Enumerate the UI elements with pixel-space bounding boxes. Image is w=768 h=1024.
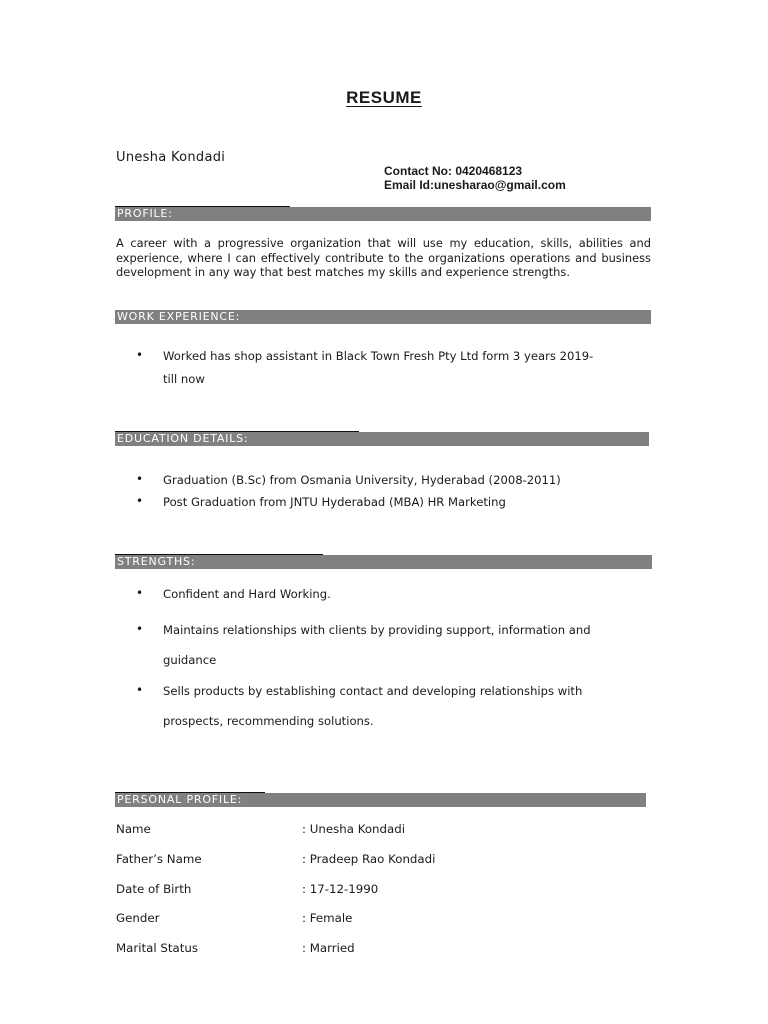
contact-block [384, 164, 566, 192]
bullet-icon: • [136, 586, 144, 600]
personal-value-name: : Unesha Kondadi [302, 822, 406, 836]
section-title-strengths: STRENGTHS: [117, 555, 196, 568]
section-title-education: EDUCATION DETAILS: [117, 432, 249, 445]
bullet-icon: • [136, 683, 144, 697]
section-header-profile [115, 207, 651, 221]
list-item-continuation: till now [163, 372, 205, 386]
section-header-personal-profile [115, 793, 646, 807]
section-header-strengths [115, 555, 652, 569]
personal-value-father-name: : Pradeep Rao Kondadi [302, 852, 436, 866]
personal-value-dob: : 17-12-1990 [302, 882, 379, 896]
profile-summary: A career with a progressive organization that will use my education, skills, abilities and experience, where I can effectively contribute to the organizations operations and business development in any way that best matches my skills and experience strengths. [116, 236, 651, 280]
personal-label-marital-status: Marital Status [116, 941, 199, 955]
list-item: • Sells products by establishing contact and developing relationships with [136, 683, 583, 698]
list-item-continuation: prospects, recommending solutions. [163, 714, 374, 728]
list-item: • Worked has shop assistant in Black Town Fresh Pty Ltd form 3 years 2019- [136, 348, 594, 363]
candidate-name: Unesha Kondadi [116, 150, 226, 165]
list-item: • Confident and Hard Working. [136, 586, 331, 601]
list-item: • Graduation (B.Sc) from Osmania University, Hyderabad (2008-2011) [136, 472, 561, 487]
personal-value-marital-status: : Married [302, 941, 355, 955]
list-item-continuation: guidance [163, 653, 217, 667]
personal-label-father-name: Father’s Name [116, 852, 202, 866]
resume-title: RESUME [346, 88, 422, 107]
section-title-profile: PROFILE: [117, 207, 173, 220]
bullet-icon: • [136, 348, 144, 362]
personal-label-dob: Date of Birth [116, 882, 192, 896]
personal-label-gender: Gender [116, 911, 160, 925]
section-header-education [115, 432, 649, 446]
personal-value-gender: : Female [302, 911, 353, 925]
section-header-work-experience [115, 310, 651, 324]
contact-phone: Contact No: 0420468123 [384, 164, 523, 178]
section-title-work-experience: WORK EXPERIENCE: [117, 310, 241, 323]
bullet-icon: • [136, 494, 144, 508]
list-item: • Maintains relationships with clients by providing support, information and [136, 622, 591, 637]
personal-label-name: Name [116, 822, 151, 836]
bullet-icon: • [136, 622, 144, 636]
section-title-personal-profile: PERSONAL PROFILE: [117, 793, 243, 806]
contact-email: Email Id:unesharao@gmail.com [384, 178, 566, 192]
bullet-icon: • [136, 472, 144, 486]
list-item: • Post Graduation from JNTU Hyderabad (MBA) HR Marketing [136, 494, 506, 509]
